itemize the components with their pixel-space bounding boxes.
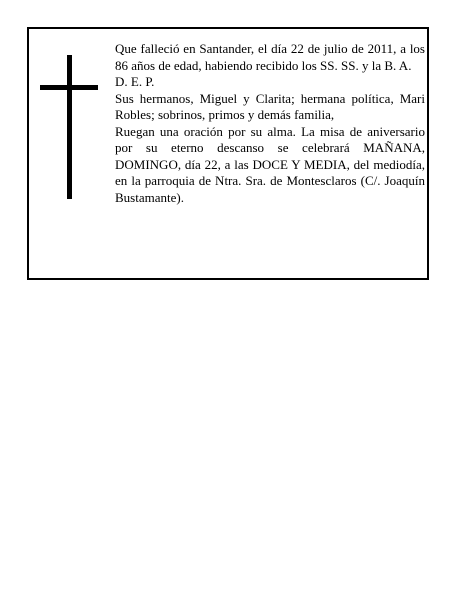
obituary-notice	[27, 27, 429, 280]
notice-paragraph-family: Sus hermanos, Miguel y Clarita; hermana política, Mari Robles; sobrinos, primos y demás familia,	[115, 90, 425, 122]
cross-icon	[40, 55, 98, 199]
cross-vertical-bar	[67, 55, 72, 199]
notice-paragraph-death: Que falleció en Santander, el día 22 de julio de 2011, a los 86 años de edad, habiendo recibido los SS. SS. y la B. A.	[115, 41, 425, 73]
notice-text	[115, 41, 425, 206]
notice-paragraph-rip: D. E. P.	[115, 74, 155, 89]
notice-paragraph-mass: Ruegan una oración por su alma. La misa de aniversario por su eterno descanso se celebrará MAÑANA, DOMINGO, día 22, a las DOCE Y MEDIA, del mediodía, en la parroquia de Ntra. Sra. de Montesclaros (C/. Joaquín Bustamante).	[115, 123, 425, 205]
cross-horizontal-bar	[40, 85, 98, 90]
